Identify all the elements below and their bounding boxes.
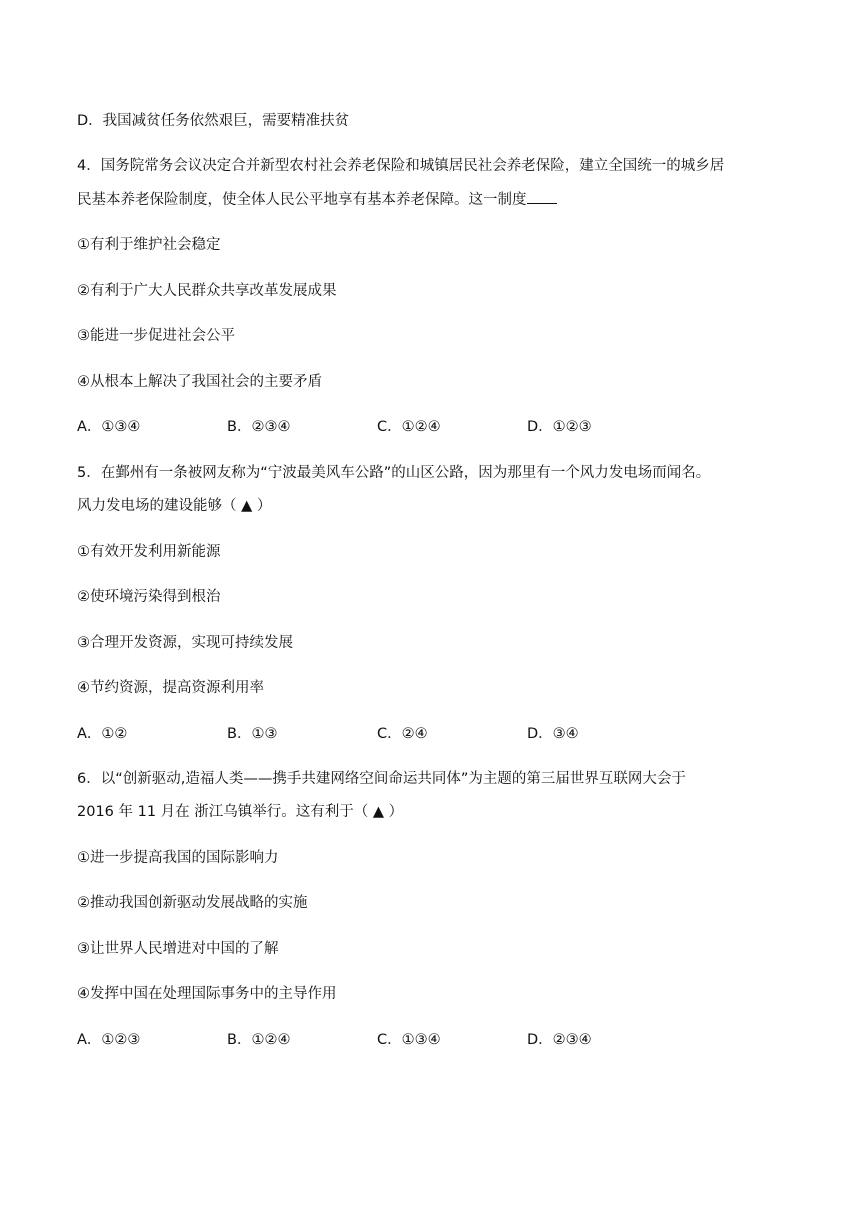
q4-option-d: D．①②③ [527,419,592,435]
q5-stem-line1: 5．在鄞州有一条被网友称为“宁波最美风车公路”的山区公路，因为那里有一个风力发电场而闻名。 [77,465,711,481]
q4-item-2: ②有利于广大人民群众共享改革发展成果 [77,283,337,299]
q4-stem-line2 [77,189,557,210]
answer-blank [527,189,557,204]
q5-item-4: ④节约资源，提高资源利用率 [77,680,264,696]
q6-option-b: B．①②④ [227,1032,291,1048]
q4-stem-text: 民基本养老保险制度，使全体人民公平地享有基本养老保障。这一制度 [77,192,527,208]
q5-option-d: D．③④ [527,726,579,742]
q6-stem-line1: 6．以“创新驱动,造福人类——携手共建网络空间命运共同体”为主题的第三届世界互联网大会于 [77,771,686,787]
q5-stem-line2: 风力发电场的建设能够（ ▲ ） [77,498,272,514]
q5-item-3: ③合理开发资源，实现可持续发展 [77,635,293,651]
q6-stem-line2: 2016 年 11 月在 浙江乌镇举行。这有利于（ ▲ ） [77,804,404,820]
q5-item-2: ②使环境污染得到根治 [77,589,221,605]
q4-option-c: C．①②④ [377,419,441,435]
q6-item-4: ④发挥中国在处理国际事务中的主导作用 [77,986,337,1002]
q4-item-1: ①有利于维护社会稳定 [77,237,221,253]
q4-option-a: A．①③④ [77,419,141,435]
q5-option-a: A．①② [77,726,128,742]
q6-item-3: ③让世界人民增进对中国的了解 [77,941,279,957]
q3-option-d: D．我国减贫任务依然艰巨，需要精准扶贫 [77,113,350,129]
q6-option-c: C．①③④ [377,1032,441,1048]
q6-item-2: ②推动我国创新驱动发展战略的实施 [77,895,308,911]
q4-stem-line1: 4．国务院常务会议决定合并新型农村社会养老保险和城镇居民社会养老保险，建立全国统一的城乡居 [77,158,725,174]
q5-option-c: C．②④ [377,726,428,742]
q6-item-1: ①进一步提高我国的国际影响力 [77,850,279,866]
q5-item-1: ①有效开发利用新能源 [77,544,221,560]
q6-option-a: A．①②③ [77,1032,141,1048]
q5-option-b: B．①③ [227,726,278,742]
q4-item-3: ③能进一步促进社会公平 [77,328,235,344]
q6-option-d: D．②③④ [527,1032,592,1048]
q4-option-b: B．②③④ [227,419,291,435]
q4-item-4: ④从根本上解决了我国社会的主要矛盾 [77,374,322,390]
